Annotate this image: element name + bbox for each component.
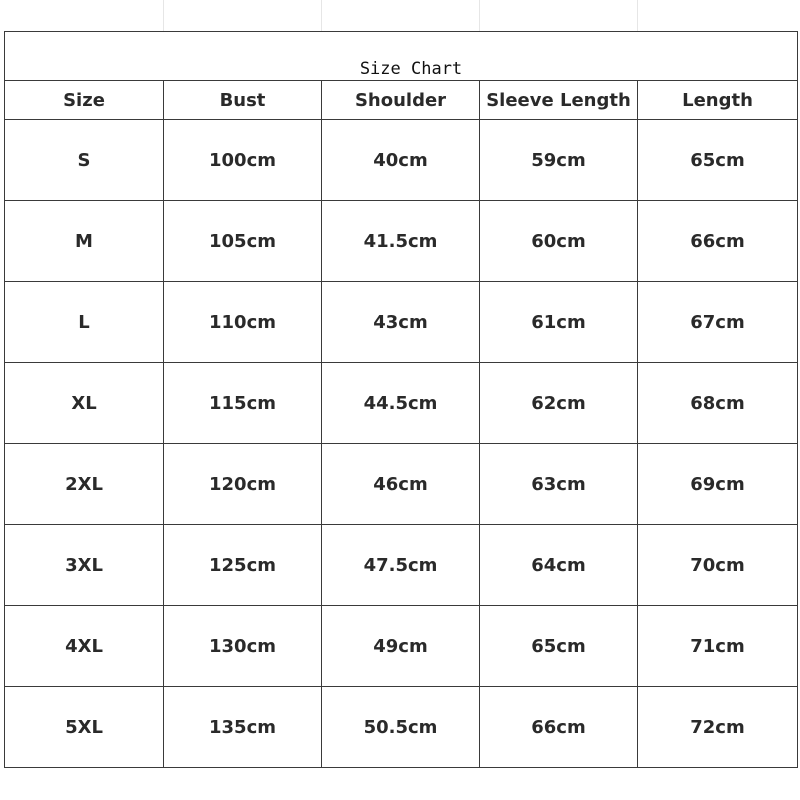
table-row — [5, 444, 798, 525]
cell-bust: 105cm — [164, 201, 322, 282]
table-row — [5, 282, 798, 363]
table-row — [5, 201, 798, 282]
table-title: Size Chart — [359, 59, 463, 79]
cell-size: XL — [5, 363, 164, 444]
cell-size: 4XL — [5, 606, 164, 687]
cell-sleeve-length: 64cm — [480, 525, 638, 606]
cell-shoulder: 49cm — [322, 606, 480, 687]
cell-shoulder: 43cm — [322, 282, 480, 363]
cell-length: 70cm — [638, 525, 798, 606]
column-header-size: Size — [5, 81, 164, 120]
gridline — [479, 0, 480, 32]
cell-bust: 120cm — [164, 444, 322, 525]
cell-length: 65cm — [638, 120, 798, 201]
cell-bust: 125cm — [164, 525, 322, 606]
table-row — [5, 120, 798, 201]
cell-size: M — [5, 201, 164, 282]
table-row — [5, 606, 798, 687]
cell-bust: 115cm — [164, 363, 322, 444]
table-title-cell — [5, 32, 798, 81]
gridline — [321, 0, 322, 32]
column-header-sleeve-length: Sleeve Length — [480, 81, 638, 120]
column-header-shoulder: Shoulder — [322, 81, 480, 120]
cell-size: 3XL — [5, 525, 164, 606]
cell-size: L — [5, 282, 164, 363]
header-row — [5, 81, 798, 120]
column-header-bust: Bust — [164, 81, 322, 120]
cell-bust: 135cm — [164, 687, 322, 768]
cell-shoulder: 44.5cm — [322, 363, 480, 444]
cell-shoulder: 47.5cm — [322, 525, 480, 606]
table-row — [5, 525, 798, 606]
column-header-length: Length — [638, 81, 798, 120]
gridline — [163, 0, 164, 32]
cell-bust: 100cm — [164, 120, 322, 201]
cell-length: 72cm — [638, 687, 798, 768]
cell-sleeve-length: 59cm — [480, 120, 638, 201]
cell-length: 69cm — [638, 444, 798, 525]
cell-sleeve-length: 65cm — [480, 606, 638, 687]
cell-bust: 130cm — [164, 606, 322, 687]
cell-sleeve-length: 60cm — [480, 201, 638, 282]
cell-sleeve-length: 62cm — [480, 363, 638, 444]
table-row — [5, 687, 798, 768]
cell-sleeve-length: 61cm — [480, 282, 638, 363]
table-row — [5, 363, 798, 444]
title-row — [5, 32, 798, 81]
cell-size: 2XL — [5, 444, 164, 525]
cell-bust: 110cm — [164, 282, 322, 363]
cell-shoulder: 50.5cm — [322, 687, 480, 768]
cell-length: 66cm — [638, 201, 798, 282]
cell-shoulder: 40cm — [322, 120, 480, 201]
cell-size: 5XL — [5, 687, 164, 768]
cell-sleeve-length: 63cm — [480, 444, 638, 525]
cell-shoulder: 46cm — [322, 444, 480, 525]
cell-size: S — [5, 120, 164, 201]
cell-length: 68cm — [638, 363, 798, 444]
size-chart-table — [4, 31, 798, 768]
cell-sleeve-length: 66cm — [480, 687, 638, 768]
gridline — [637, 0, 638, 32]
cell-length: 71cm — [638, 606, 798, 687]
cell-length: 67cm — [638, 282, 798, 363]
cell-shoulder: 41.5cm — [322, 201, 480, 282]
